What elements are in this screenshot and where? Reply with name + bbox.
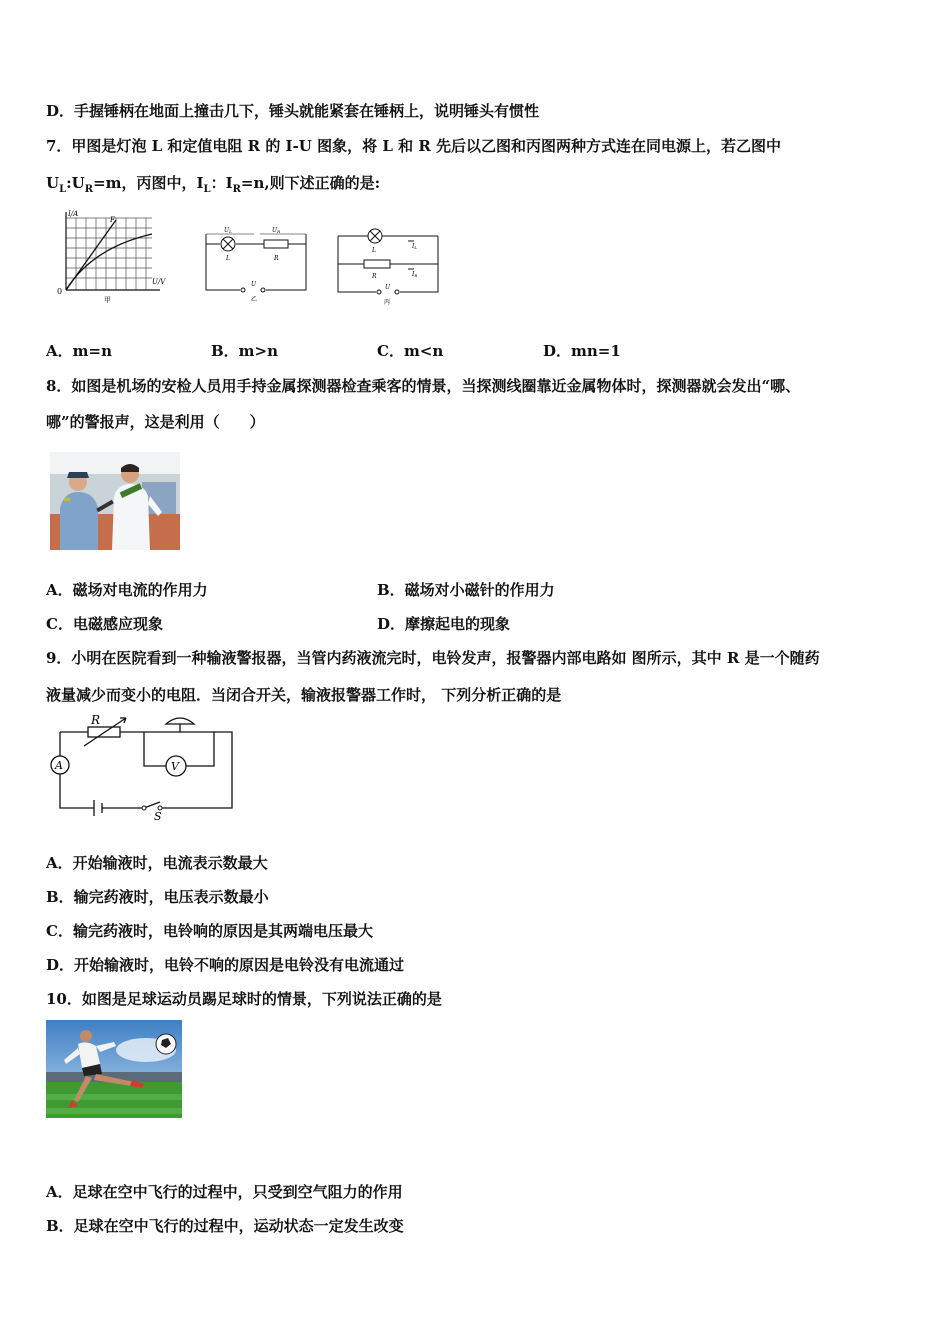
q10-option-b: B．足球在空中飞行的过程中，运动状态一定发生改变	[46, 1217, 404, 1235]
q8-option-d: D．摩擦起电的现象	[377, 615, 511, 633]
ammeter-label: A	[55, 759, 63, 772]
parallel-supply-label: U	[385, 284, 391, 291]
q7-option-a: A．m=n	[46, 342, 112, 360]
graph-caption: 甲	[104, 296, 111, 304]
security-check-photo	[50, 452, 180, 550]
q10-stem: 10．如图是足球运动员踢足球时的情景，下列说法正确的是	[46, 990, 442, 1008]
q9-option-c: C．输完药液时，电铃响的原因是其两端电压最大	[46, 922, 373, 940]
lamp-curve	[66, 234, 152, 290]
q9-stem-line2: 液量减少而变小的电阻．当闭合开关，输液报警器工作时， 下列分析正确的是	[46, 686, 562, 704]
q7-option-d: D．mn=1	[543, 342, 621, 360]
resistor-label: R	[91, 713, 101, 727]
series-ur-label: UR	[272, 227, 281, 234]
q10-option-a: A．足球在空中飞行的过程中，只受到空气阻力的作用	[46, 1183, 403, 1201]
parallel-lamp-label: L	[372, 247, 376, 254]
voltmeter-label: V	[171, 760, 179, 773]
q9-option-d: D．开始输液时，电铃不响的原因是电铃没有电流通过	[46, 956, 405, 974]
parallel-il-label: IL	[412, 243, 418, 250]
alarm-circuit	[44, 712, 240, 824]
football-photo	[46, 1020, 182, 1118]
q8-stem-line2: 哪”的警报声，这是利用（ ）	[46, 413, 265, 431]
x-axis-label: U/V	[152, 278, 166, 286]
q9-stem-line1: 9．小明在医院看到一种输液警报器，当管内药液流完时，电铃发声，报警器内部电路如 图所示，其中 R 是一个随药	[46, 649, 820, 667]
switch-label: S	[154, 810, 162, 823]
q9-option-a: A．开始输液时，电流表示数最大	[46, 854, 268, 872]
parallel-caption: 丙	[384, 299, 391, 306]
q6-option-d: D．手握锤柄在地面上撞击几下，锤头就能紧套在锤柄上，说明锤头有惯性	[46, 102, 540, 120]
series-ul-label: UL	[224, 227, 232, 234]
series-lamp-label: L	[226, 255, 230, 262]
curve-label: F	[110, 216, 115, 224]
q7-stem-line2: $U_L:U_R=m$，丙图中，$I_L$：$I_R=n$,则下述正确的是:	[46, 174, 381, 195]
q8-option-c: C．电磁感应现象	[46, 615, 163, 633]
series-supply-label: U	[251, 281, 257, 288]
q7-option-b: B．m>n	[211, 342, 279, 360]
q9-option-b: B．输完药液时，电压表示数最小	[46, 888, 269, 906]
series-resistor-label: R	[274, 255, 279, 262]
parallel-ir-label: IR	[412, 271, 418, 278]
iu-graph	[52, 208, 180, 304]
q8-option-a: A．磁场对电流的作用力	[46, 581, 208, 599]
q8-stem-line1: 8．如图是机场的安检人员用手持金属探测器检查乘客的情景，当探测线圈靠近金属物体时，探测器就会发出“哪、	[46, 377, 801, 395]
parallel-resistor-label: R	[372, 273, 377, 280]
series-circuit	[200, 222, 315, 304]
origin-label: 0	[57, 287, 63, 296]
q7-option-c: C．m<n	[377, 342, 444, 360]
y-axis-label: I/A	[68, 210, 79, 218]
q8-option-b: B．磁场对小磁针的作用力	[377, 581, 555, 599]
parallel-circuit	[334, 224, 446, 308]
series-caption: 乙	[251, 296, 258, 303]
q7-stem-line1: 7．甲图是灯泡 L 和定值电阻 R 的 I-U 图象，将 L 和 R 先后以乙图和丙图两种方式连在同电源上，若乙图中	[46, 137, 782, 155]
